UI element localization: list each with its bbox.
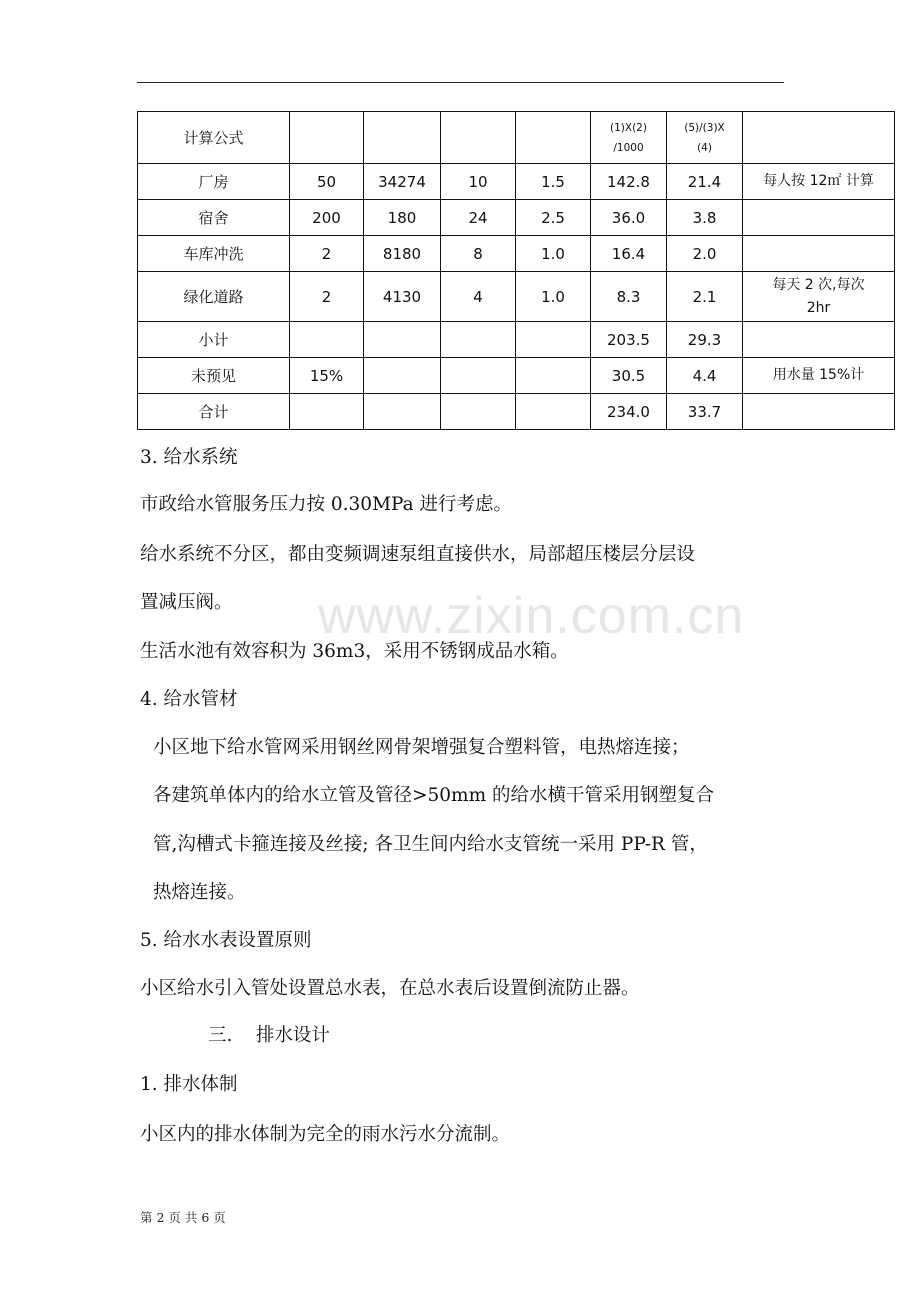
table-cell: 4130 xyxy=(364,272,441,322)
section-4-heading: 4. 给水管材 xyxy=(140,689,238,710)
drainage-1-paragraph-1: 小区内的排水体制为完全的雨水污水分流制。 xyxy=(140,1124,511,1145)
table-cell: 34274 xyxy=(364,164,441,200)
table-cell: 36.0 xyxy=(591,200,667,236)
table-cell xyxy=(364,112,441,164)
table-cell: 2.5 xyxy=(516,200,591,236)
drainage-1-heading: 1. 排水体制 xyxy=(140,1074,238,1095)
page-footer: 第 2 页 共 6 页 xyxy=(140,1210,226,1225)
row-label-cell: 绿化道路 xyxy=(138,272,290,322)
section-3-paragraph-3: 生活水池有效容积为 36m3，采用不锈钢成品水箱。 xyxy=(140,641,569,662)
table-cell: 24 xyxy=(441,200,516,236)
table-cell: 180 xyxy=(364,200,441,236)
section-4-line-4: 热熔连接。 xyxy=(153,882,246,903)
table-cell xyxy=(441,322,516,358)
table-cell: 29.3 xyxy=(667,322,743,358)
row-label-cell: 小计 xyxy=(138,322,290,358)
table-row xyxy=(138,236,895,272)
section-5-paragraph-1: 小区给水引入管处设置总水表，在总水表后设置倒流防止器。 xyxy=(140,978,640,999)
water-demand-table xyxy=(137,111,895,430)
table-cell: 8.3 xyxy=(591,272,667,322)
table-cell: 1.0 xyxy=(516,236,591,272)
part-3-heading: 三. 排水设计 xyxy=(208,1025,330,1046)
table-cell: 21.4 xyxy=(667,164,743,200)
table-cell: 用水量 15%计 xyxy=(743,358,895,394)
section-5-heading: 5. 给水水表设置原则 xyxy=(140,930,312,951)
table-cell: 33.7 xyxy=(667,394,743,430)
row-label-cell: 未预见 xyxy=(138,358,290,394)
table-cell: 4 xyxy=(441,272,516,322)
table-cell: 10 xyxy=(441,164,516,200)
table-row xyxy=(138,200,895,236)
table-cell: 3.8 xyxy=(667,200,743,236)
header-rule xyxy=(137,82,784,83)
table-cell: 1.0 xyxy=(516,272,591,322)
table-cell xyxy=(364,394,441,430)
table-cell xyxy=(743,200,895,236)
table-cell xyxy=(516,394,591,430)
table-cell: 203.5 xyxy=(591,322,667,358)
table-cell: 1.5 xyxy=(516,164,591,200)
table-cell: (1)X(2) /1000 xyxy=(591,112,667,164)
row-label-cell: 宿舍 xyxy=(138,200,290,236)
table-cell: 每人按 12㎡ 计算 xyxy=(743,164,895,200)
table-cell: 每天 2 次,每次 2hr xyxy=(743,272,895,322)
table-cell: 4.4 xyxy=(667,358,743,394)
table-cell: 142.8 xyxy=(591,164,667,200)
row-label-cell: 计算公式 xyxy=(138,112,290,164)
section-4-line-1: 小区地下给水管网采用钢丝网骨架增强复合塑料管，电热熔连接； xyxy=(153,737,690,758)
table-cell: 2.1 xyxy=(667,272,743,322)
table-cell: 234.0 xyxy=(591,394,667,430)
table-row xyxy=(138,272,895,322)
table-cell xyxy=(441,112,516,164)
table-cell: 16.4 xyxy=(591,236,667,272)
section-3-paragraph-2-line-1: 给水系统不分区，都由变频调速泵组直接供水，局部超压楼层分层设 xyxy=(140,544,696,565)
table-cell xyxy=(364,358,441,394)
table-row xyxy=(138,164,895,200)
table-cell xyxy=(441,358,516,394)
table-cell: (5)/(3)X (4) xyxy=(667,112,743,164)
row-label-cell: 车库冲洗 xyxy=(138,236,290,272)
section-4-line-3: 管,沟槽式卡箍连接及丝接; 各卫生间内给水支管统一采用 PP-R 管， xyxy=(153,834,708,855)
table-cell: 15% xyxy=(290,358,364,394)
table-cell xyxy=(743,236,895,272)
table-cell: 2.0 xyxy=(667,236,743,272)
table-cell xyxy=(743,112,895,164)
section-3-paragraph-2-line-2: 置减压阀。 xyxy=(140,592,233,613)
table-cell: 2 xyxy=(290,236,364,272)
table-cell xyxy=(364,322,441,358)
table-row xyxy=(138,112,895,164)
section-4-line-2: 各建筑单体内的给水立管及管径>50mm 的给水横干管采用钢塑复合 xyxy=(153,785,715,806)
table-cell xyxy=(290,112,364,164)
table-cell xyxy=(516,358,591,394)
table-cell xyxy=(290,394,364,430)
table-cell xyxy=(290,322,364,358)
section-3-heading: 3. 给水系统 xyxy=(140,447,238,468)
table-cell: 30.5 xyxy=(591,358,667,394)
table-cell xyxy=(516,112,591,164)
watermark: www.zixin.com.cn xyxy=(318,587,745,645)
table-cell xyxy=(743,394,895,430)
table-cell: 200 xyxy=(290,200,364,236)
table-row xyxy=(138,358,895,394)
table-cell xyxy=(441,394,516,430)
row-label-cell: 厂房 xyxy=(138,164,290,200)
section-3-paragraph-1: 市政给水管服务压力按 0.30MPa 进行考虑。 xyxy=(140,494,513,515)
table-row xyxy=(138,394,895,430)
row-label-cell: 合计 xyxy=(138,394,290,430)
table-cell: 2 xyxy=(290,272,364,322)
table-cell xyxy=(743,322,895,358)
table-cell xyxy=(516,322,591,358)
table-cell: 50 xyxy=(290,164,364,200)
table-cell: 8 xyxy=(441,236,516,272)
table-cell: 8180 xyxy=(364,236,441,272)
table-row xyxy=(138,322,895,358)
